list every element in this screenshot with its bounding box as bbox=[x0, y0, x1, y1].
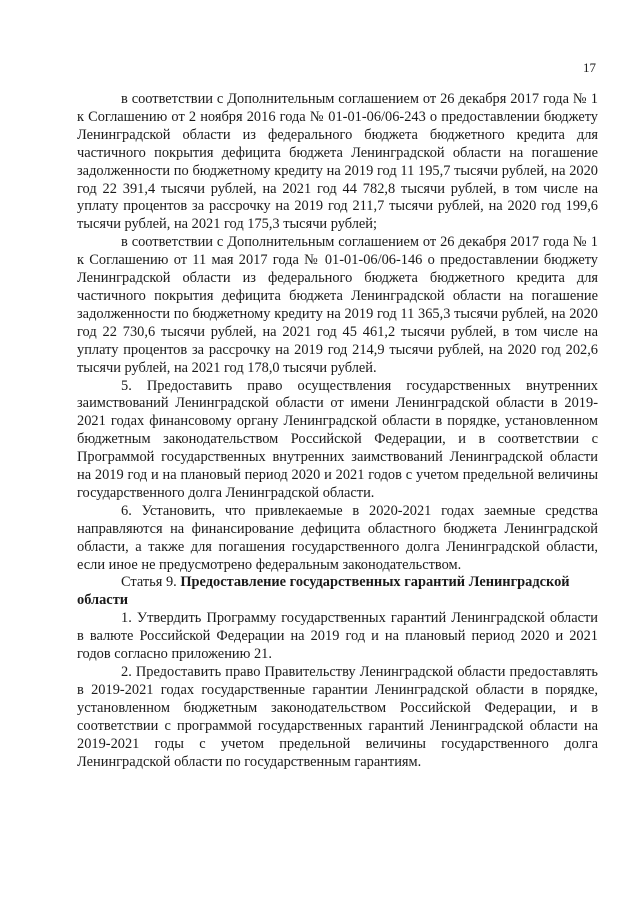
paragraph: 6. Установить, что привлекаемые в 2020-2021 годах заемные средства направляются на финансирование дефицита областного бюджета Ленинградской области, а также для погашения государственного долга Ленинградской области, если иное не предусмотрено федеральным законодательством. bbox=[77, 502, 598, 573]
article-heading bbox=[77, 574, 598, 610]
page-number: 17 bbox=[583, 60, 596, 75]
article-title: Предоставление государственных гарантий Ленинградской области bbox=[77, 574, 570, 609]
paragraph: 2. Предоставить право Правительству Ленинградской области предоставлять в 2019-2021 годах государственные гарантии Ленинградской области в порядке, установленном бюджетным законодательством Российской Федерации, и в соответствии с программой государственных гарантий Ленинградской области на 2019-2021 годы с учетом предельной величины государственного долга Ленинградской области по государственным гарантиям. bbox=[77, 664, 598, 770]
paragraph: 5. Предоставить право осуществления государственных внутренних заимствований Ленинградской области от имени Ленинградской области в 2019-2021 годах финансовому органу Ленинградской области в порядке, установленном бюджетным законодательством Российской Федерации, и в соответствии с Программой государственных внутренних заимствований Ленинградской области на 2019 год и на плановый период 2020 и 2021 годов с учетом предельной величины государственного долга Ленинградской области. bbox=[77, 377, 598, 501]
paragraph: в соответствии с Дополнительным соглашением от 26 декабря 2017 года № 1 к Соглашению от 2 ноября 2016 года № 01-01-06/06-243 о предоставлении бюджету Ленинградской области из федерального бюджета бюджетного кредита для частичного покрытия дефицита бюджета Ленинградской области на погашение задолженности по бюджетному кредиту на 2019 год 11 195,7 тысячи рублей, на 2020 год 22 391,4 тысячи рублей, на 2021 год 44 782,8 тысячи рублей, в том числе на уплату процентов за рассрочку на 2019 год 211,7 тысячи рублей, на 2020 год 199,6 тысячи рублей, на 2021 год 175,3 тысячи рублей; bbox=[77, 91, 598, 233]
document-body bbox=[77, 91, 598, 771]
article-label: Статья 9. bbox=[121, 574, 177, 591]
paragraph: 1. Утвердить Программу государственных гарантий Ленинградской области в валюте Российской Федерации на 2019 год и на плановый период 2020 и 2021 годов согласно приложению 21. bbox=[77, 610, 598, 663]
paragraph: в соответствии с Дополнительным соглашением от 26 декабря 2017 года № 1 к Соглашению от 11 мая 2017 года № 01-01-06/06-146 о предоставлении бюджету Ленинградской области из федерального бюджета бюджетного кредита для частичного покрытия дефицита бюджета Ленинградской области на погашение задолженности по бюджетному кредиту на 2019 год 11 365,3 тысячи рублей, на 2020 год 22 730,6 тысячи рублей, на 2021 год 45 461,2 тысячи рублей, в том числе на уплату процентов за рассрочку на 2019 год 214,9 тысячи рублей, на 2020 год 202,6 тысячи рублей, на 2021 год 178,0 тысячи рублей. bbox=[77, 234, 598, 376]
